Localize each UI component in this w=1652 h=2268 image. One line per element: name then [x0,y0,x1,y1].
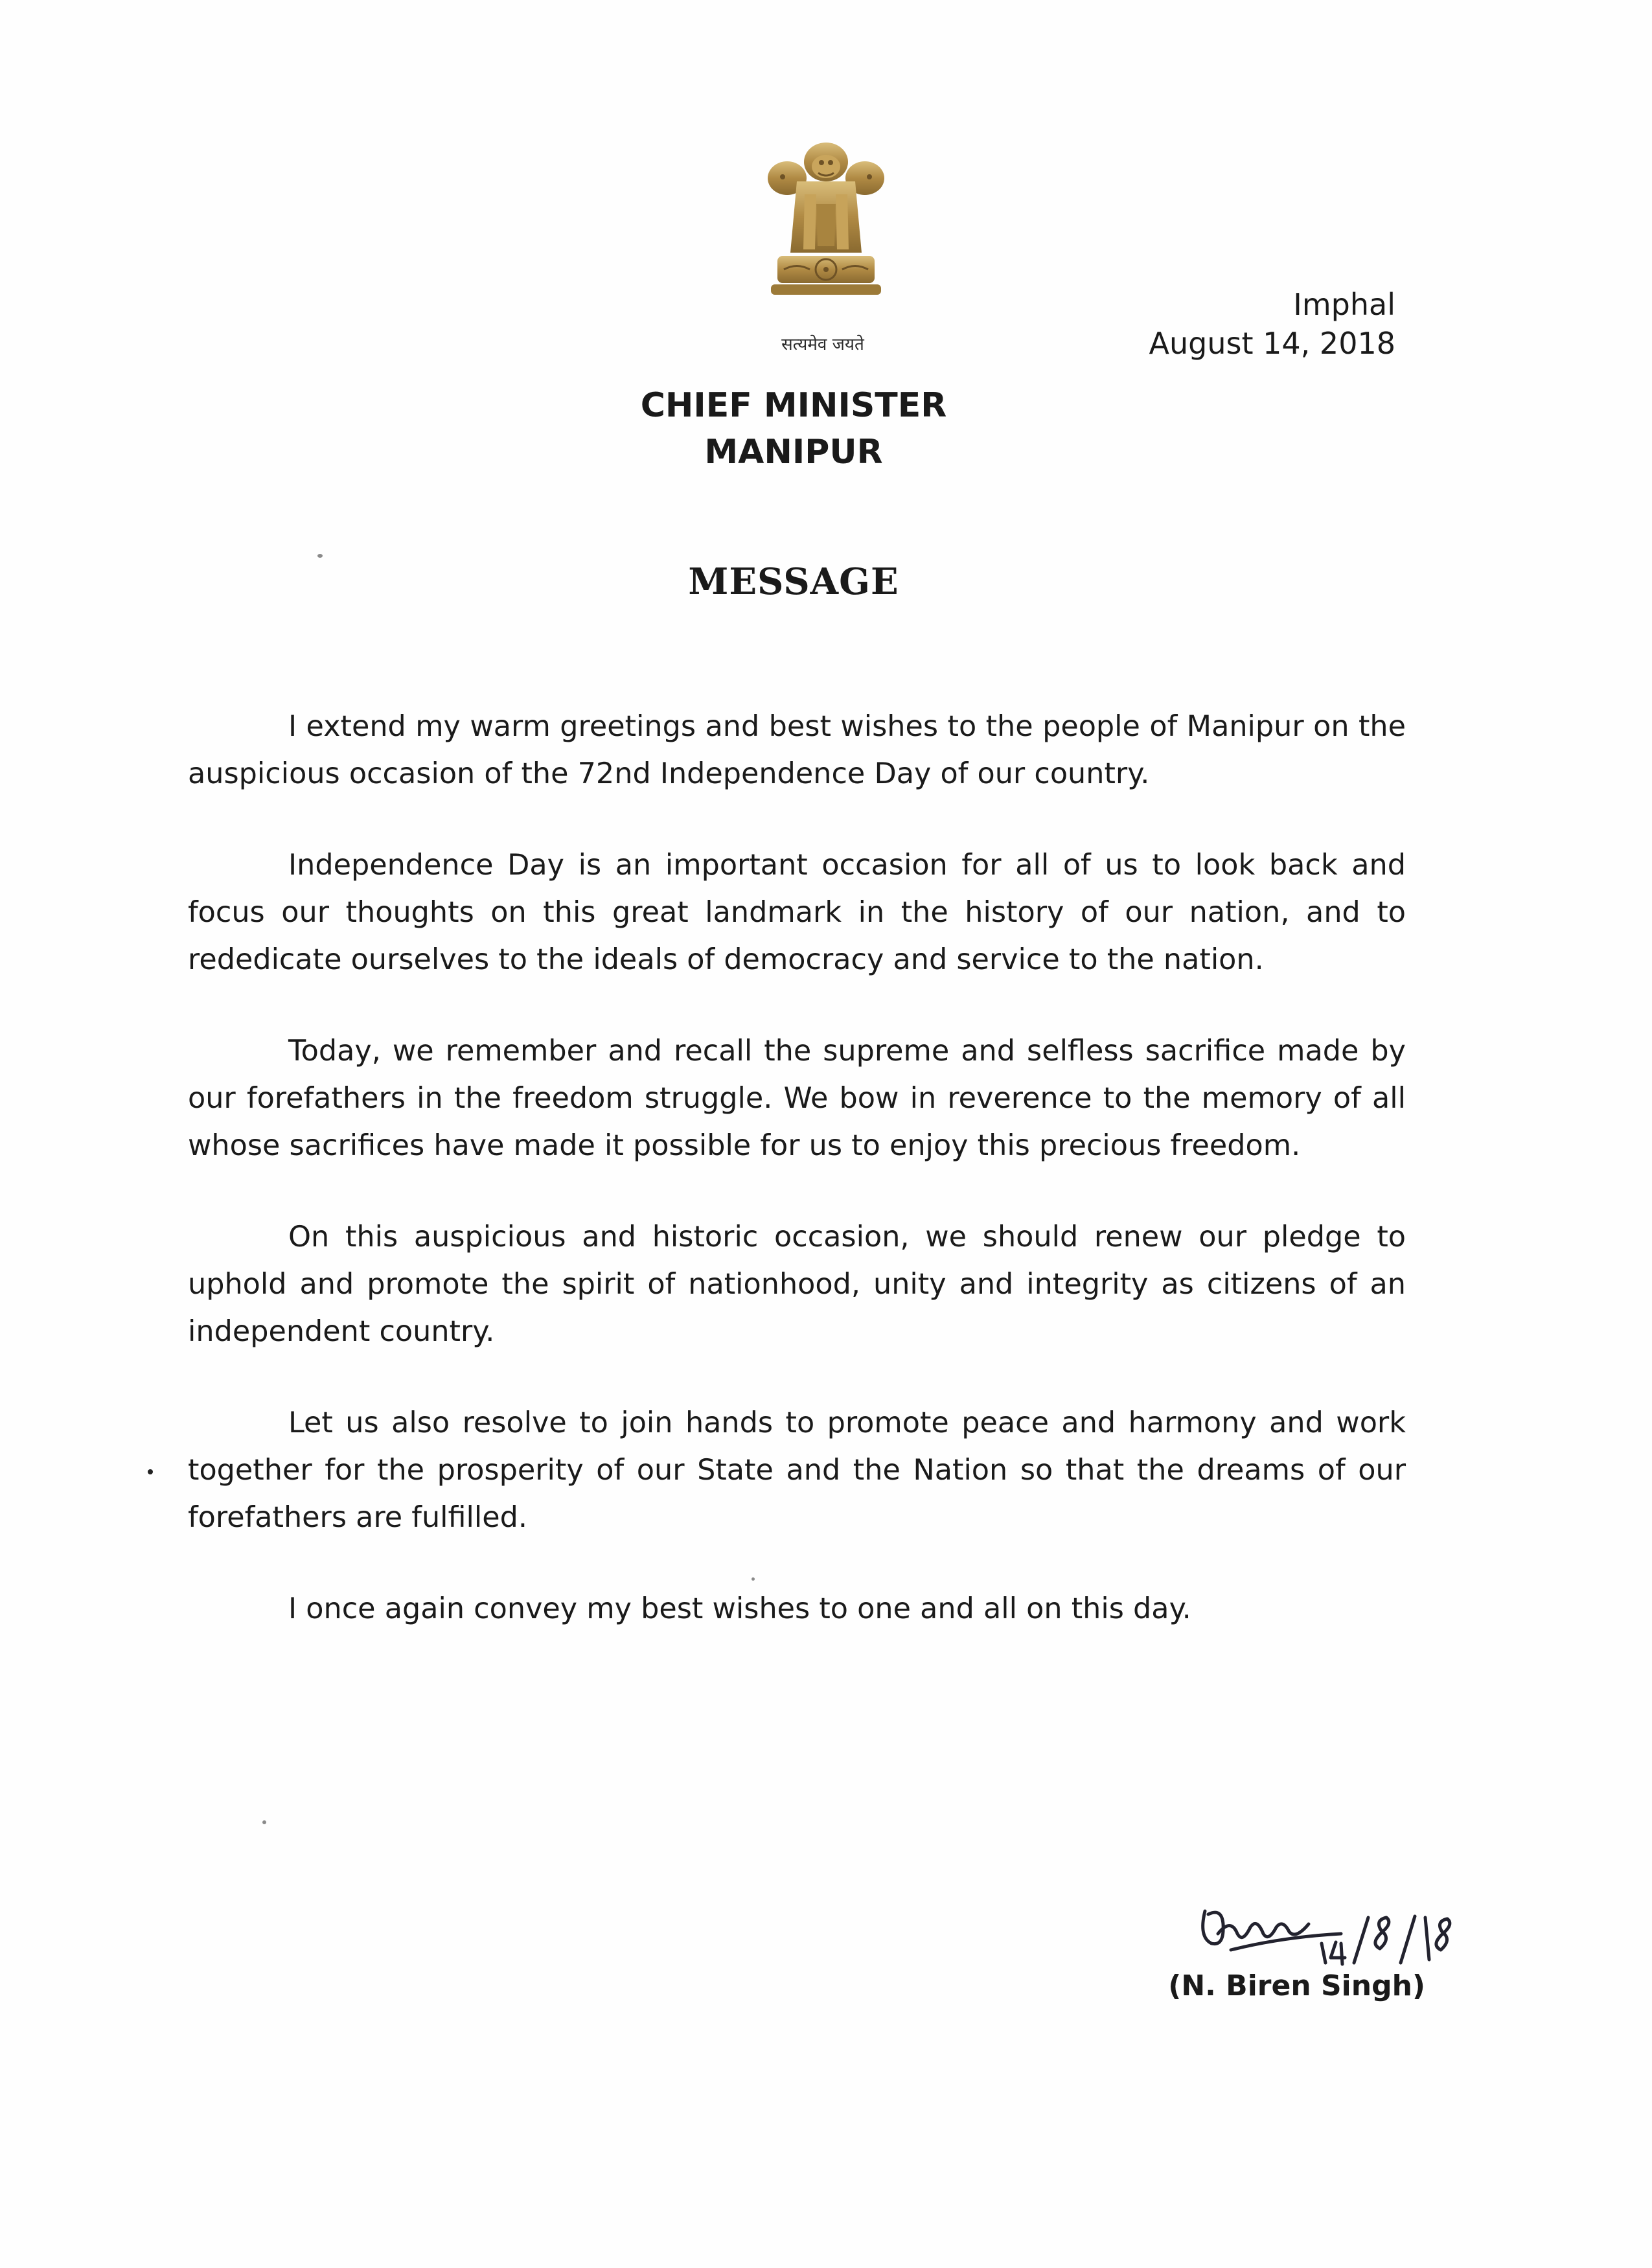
state-emblem-icon [751,133,901,327]
paragraph: Independence Day is an important occasion for all of us to look back and focus our thoughts on this great landmark in the history of our nation, and to rededicate ourselves to the ideals of democracy and service to the nation. [188,849,1406,976]
paragraph: On this auspicious and historic occasion, we should renew our pledge to uphold and promote the spirit of nationhood, unity and integrity as citizens of an independent country. [188,1220,1406,1348]
paragraph: I once again convey my best wishes to one and all on this day. [288,1592,1191,1625]
page-title: MESSAGE [688,560,899,603]
place: Imphal [1293,287,1395,322]
signatory-name: (N. Biren Singh) [1168,1969,1425,2002]
paragraph: Let us also resolve to join hands to promote peace and harmony and work together for the prosperity of our State and the Nation so that the dreams of our forefathers are fulfilled. [188,1406,1406,1534]
office-line-2: MANIPUR [704,433,883,472]
paragraph: Today, we remember and recall the supreme and selfless sacrifice made by our forefathers in the freedom struggle. We bow in reverence to the memory of all whose sacrifices have made it possible for us to enjoy this precious freedom. [188,1035,1406,1162]
handwritten-signature [1192,1898,1490,1969]
office-line-1: CHIEF MINISTER [640,386,947,425]
date: August 14, 2018 [1149,326,1395,361]
place-date-block [1149,285,1395,363]
emblem-motto: सत्यमेव जयते [781,335,864,354]
message-body [188,703,1406,1677]
office-title [632,382,956,475]
paragraph: I extend my warm greetings and best wishes to the people of Manipur on the auspicious occasion of the 72nd Independence Day of our country. [188,710,1406,790]
